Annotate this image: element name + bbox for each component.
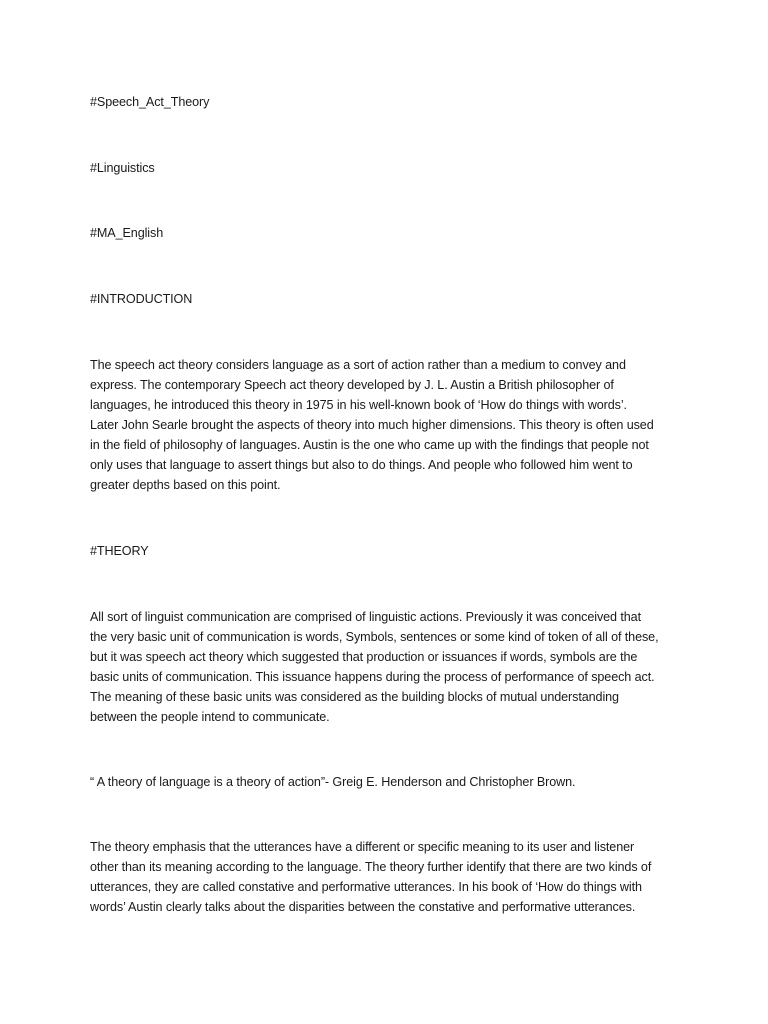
tag-linguistics: #Linguistics — [90, 161, 155, 175]
paragraph-line: express. The contemporary Speech act theory developed by J. L. Austin a British philosopher of — [90, 378, 614, 392]
paragraph-line: other than its meaning according to the language. The theory further identify that there are two kinds of — [90, 860, 652, 874]
paragraph-line: utterances, they are called constative and performative utterances. In his book of ‘How do things with — [90, 880, 642, 894]
paragraph-line: The speech act theory considers language as a sort of action rather than a medium to convey and — [90, 358, 626, 372]
paragraph-line: only uses that language to assert things but also to do things. And people who followed him went to — [90, 458, 633, 472]
paragraph-line: Later John Searle brought the aspects of theory into much higher dimensions. This theory is often used — [90, 418, 654, 432]
heading-introduction: #INTRODUCTION — [90, 292, 193, 306]
paragraph-line: The meaning of these basic units was considered as the building blocks of mutual understanding — [90, 690, 619, 704]
introduction-paragraph — [90, 355, 690, 495]
quote-line: “ A theory of language is a theory of action”- Greig E. Henderson and Christopher Brown. — [90, 775, 576, 789]
paragraph-line: greater depths based on this point. — [90, 478, 281, 492]
paragraph-line: but it was speech act theory which suggested that production or issuances if words, symbols are the — [90, 650, 638, 664]
tag-ma-english: #MA_English — [90, 226, 164, 240]
paragraph-line: between the people intend to communicate. — [90, 710, 330, 724]
paragraph-line: words’ Austin clearly talks about the disparities between the constative and performative utterances. — [90, 900, 636, 914]
paragraph-line: The theory emphasis that the utterances have a different or specific meaning to its user and listener — [90, 840, 635, 854]
paragraph-line: All sort of linguist communication are comprised of linguistic actions. Previously it was conceived that — [90, 610, 641, 624]
paragraph-line: the very basic unit of communication is words, Symbols, sentences or some kind of token of all of these, — [90, 630, 659, 644]
tag-speech-act-theory: #Speech_Act_Theory — [90, 95, 210, 109]
utterances-paragraph — [90, 837, 690, 917]
heading-theory: #THEORY — [90, 544, 149, 558]
paragraph-line: in the field of philosophy of languages. Austin is the one who came up with the findings that people not — [90, 438, 649, 452]
paragraph-line: languages, he introduced this theory in 1975 in his well-known book of ‘How do things with words’. — [90, 398, 627, 412]
theory-paragraph — [90, 607, 690, 727]
paragraph-line: basic units of communication. This issuance happens during the process of performance of speech act. — [90, 670, 655, 684]
